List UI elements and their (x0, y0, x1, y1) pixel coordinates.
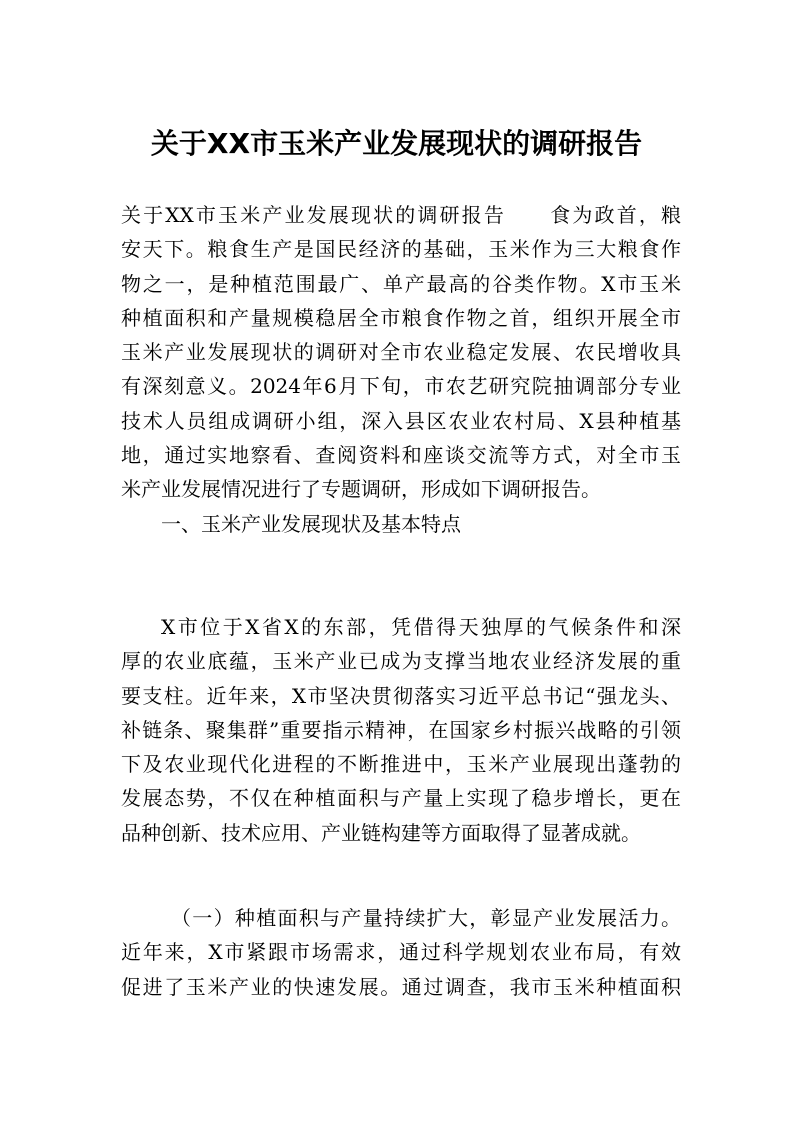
text-line: 发展态势，不仅在种植面积与产量上实现了稳步增长，更在 (121, 786, 681, 811)
text-line: 补链条、聚集群”重要指示精神，在国家乡村振兴战略的引领 (121, 717, 681, 742)
text-line: 近年来，X市紧跟市场需求，通过科学规划农业布局，有效 (121, 940, 681, 965)
text-line: 厚的农业底蕴，玉米产业已成为支撑当地农业经济发展的重 (121, 649, 681, 674)
text-line: 地，通过实地察看、查阅资料和座谈交流等方式，对全市玉 (121, 443, 681, 468)
subheading-line: （一）种植面积与产量持续扩大，彰显产业发展活力。 (171, 906, 681, 930)
text-line: 要支柱。近年来，X市坚决贯彻落实习近平总书记“强龙头、 (121, 683, 681, 708)
text-line: 有深刻意义。2024年6月下旬，市农艺研究院抽调部分专业 (121, 374, 681, 399)
paragraph-intro (121, 198, 681, 507)
heading-line: 一、玉米产业发展现状及基本特点 (161, 512, 461, 536)
text-line: 下及农业现代化进程的不断推进中，玉米产业展现出蓬勃的 (121, 752, 681, 777)
text-line: 米产业发展情况进行了专题调研，形成如下调研报告。 (121, 477, 601, 502)
text-line: 种植面积和产量规模稳居全市粮食作物之首，组织开展全市 (121, 305, 681, 330)
text-line: 关于XX市玉米产业发展现状的调研报告 食为政首，粮 (121, 203, 681, 227)
paragraph-overview (121, 610, 681, 850)
text-line: 促进了玉米产业的快速发展。通过调查，我市玉米种植面积 (121, 974, 681, 999)
text-line: 安天下。粮食生产是国民经济的基础，玉米作为三大粮食作 (121, 237, 681, 262)
text-line: 物之一，是种植范围最广、单产最高的谷类作物。X市玉米 (121, 271, 681, 296)
text-line: X市位于X省X的东部，凭借得天独厚的气候条件和深 (161, 615, 681, 639)
document-title: 关于XX市玉米产业发展现状的调研报告 (150, 127, 643, 160)
text-line: 技术人员组成调研小组，深入县区农业农村局、X县种植基 (121, 408, 681, 433)
paragraph-subsection-1 (121, 901, 681, 1004)
text-line: 品种创新、技术应用、产业链构建等方面取得了显著成就。 (121, 820, 641, 845)
text-line: 玉米产业发展现状的调研对全市农业稳定发展、农民增收具 (121, 340, 681, 365)
section-heading (121, 507, 681, 541)
